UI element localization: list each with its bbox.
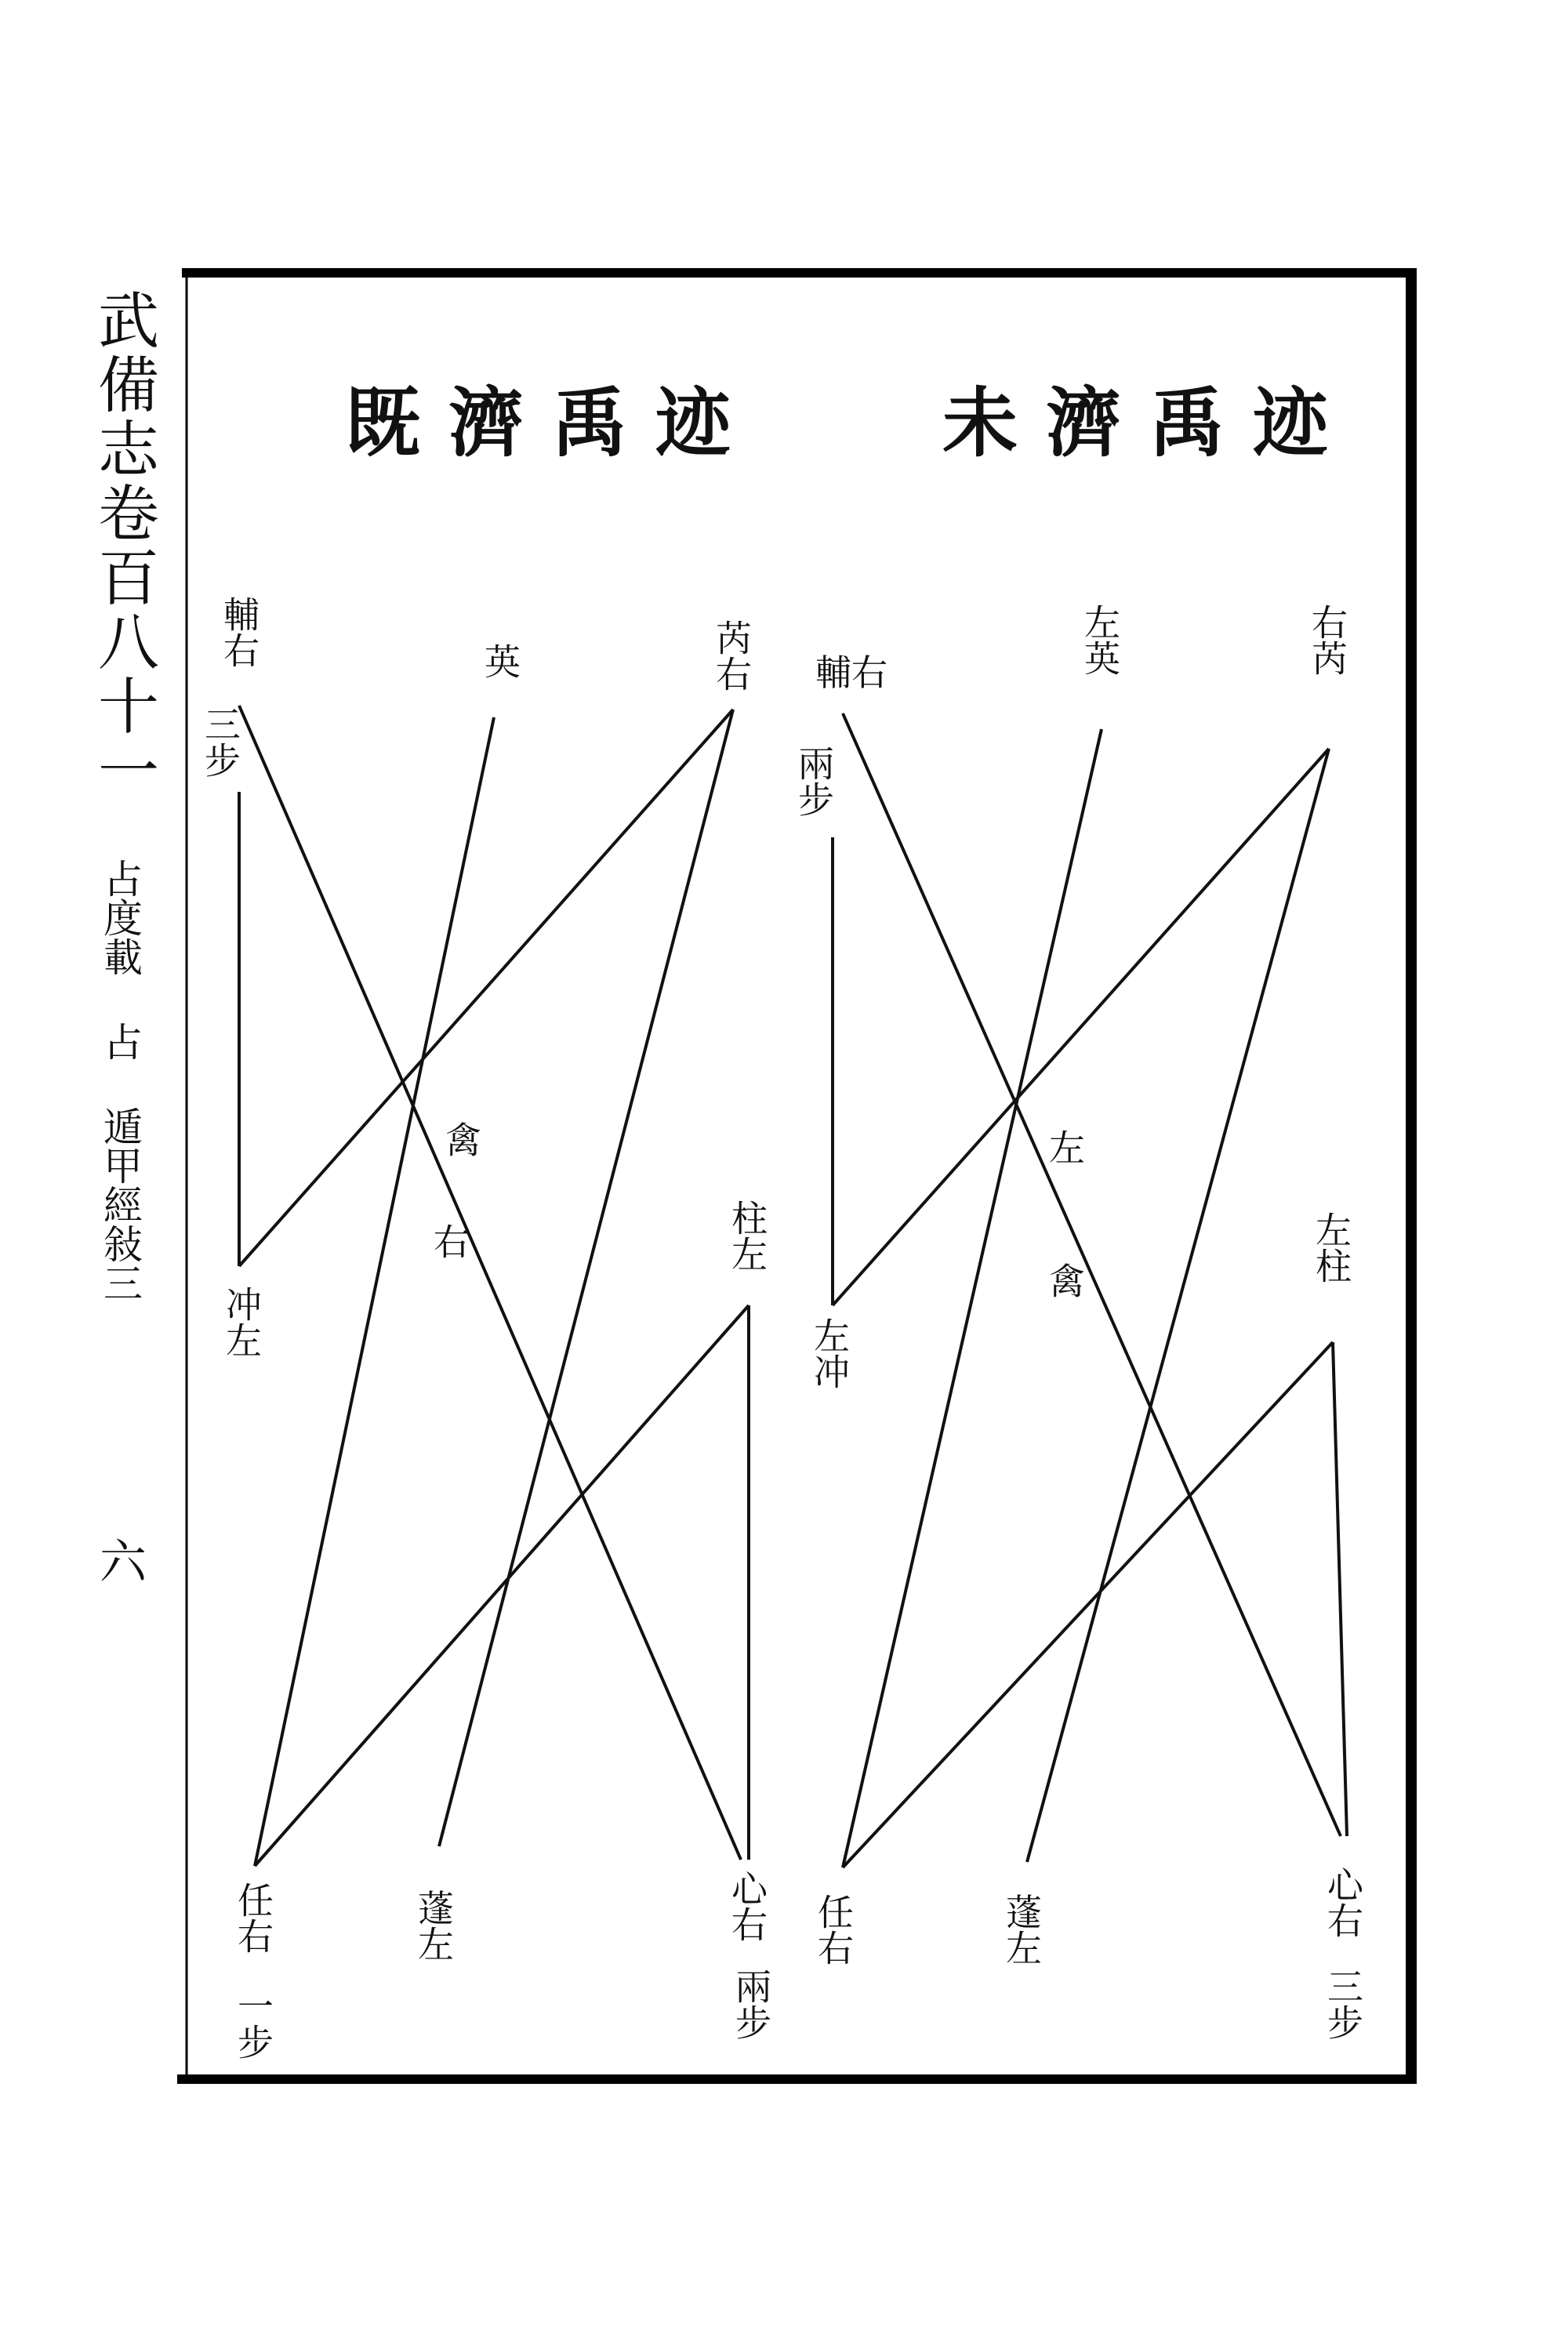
- label-chong: 冲左: [220, 1286, 263, 1358]
- label-ren: 任右: [812, 1893, 855, 1965]
- label-fu-steps: 三步: [199, 706, 241, 778]
- label-fu: 輔右: [815, 652, 887, 694]
- line-ying-to-ren: [843, 729, 1102, 1867]
- label-fu: 輔右: [218, 596, 260, 668]
- book-title: 武備志卷百八十一: [88, 289, 158, 803]
- label-fu-steps: 兩步: [793, 745, 835, 817]
- line-ying-to-ren: [255, 717, 494, 1866]
- label-peng: 蓬左: [1000, 1893, 1043, 1965]
- label-qin-side: 右: [428, 1223, 470, 1259]
- line-rui-to-peng: [439, 710, 733, 1846]
- label-qin: 禽: [1044, 1262, 1086, 1298]
- label-ying: 英: [479, 643, 521, 679]
- label-qin-side: 左: [1044, 1129, 1086, 1165]
- label-xin: 心右: [726, 1870, 768, 1942]
- label-zhu: 柱左: [726, 1200, 768, 1272]
- label-xin-steps: 三步: [1322, 1968, 1364, 2040]
- line-zhu-to-xin: [1333, 1342, 1347, 1836]
- label-qin: 禽: [440, 1121, 482, 1157]
- label-ren: 任右: [232, 1882, 274, 1954]
- label-chong: 左冲: [808, 1317, 851, 1389]
- diagram-title-weiji: 未濟禹迹: [942, 379, 1356, 467]
- label-peng: 蓬左: [412, 1889, 455, 1962]
- page-number: 六: [92, 1537, 147, 1584]
- line-fu-to-xin: [239, 706, 741, 1860]
- line-ren-to-zhu: [255, 1305, 749, 1866]
- diagram-weiji-lines: [833, 713, 1352, 1867]
- label-xin-steps: 兩步: [730, 1968, 772, 2040]
- label-xin: 心右: [1322, 1866, 1364, 1938]
- label-zhu: 左柱: [1310, 1211, 1352, 1283]
- label-ying: 左英: [1079, 604, 1121, 676]
- line-ren-to-zhu: [843, 1342, 1333, 1867]
- section-title: 占度載 占 遁甲經敍三: [97, 858, 143, 1302]
- diagram-jiji-lines: [239, 706, 749, 1866]
- label-rui: 右芮: [1306, 604, 1348, 676]
- line-chong-to-rui: [239, 710, 733, 1266]
- label-ren-steps: 一步: [232, 1987, 274, 2060]
- line-fu-to-xin: [843, 713, 1341, 1836]
- label-rui: 芮右: [710, 619, 753, 691]
- diagram-title-jiji: 既濟禹迹: [345, 379, 759, 467]
